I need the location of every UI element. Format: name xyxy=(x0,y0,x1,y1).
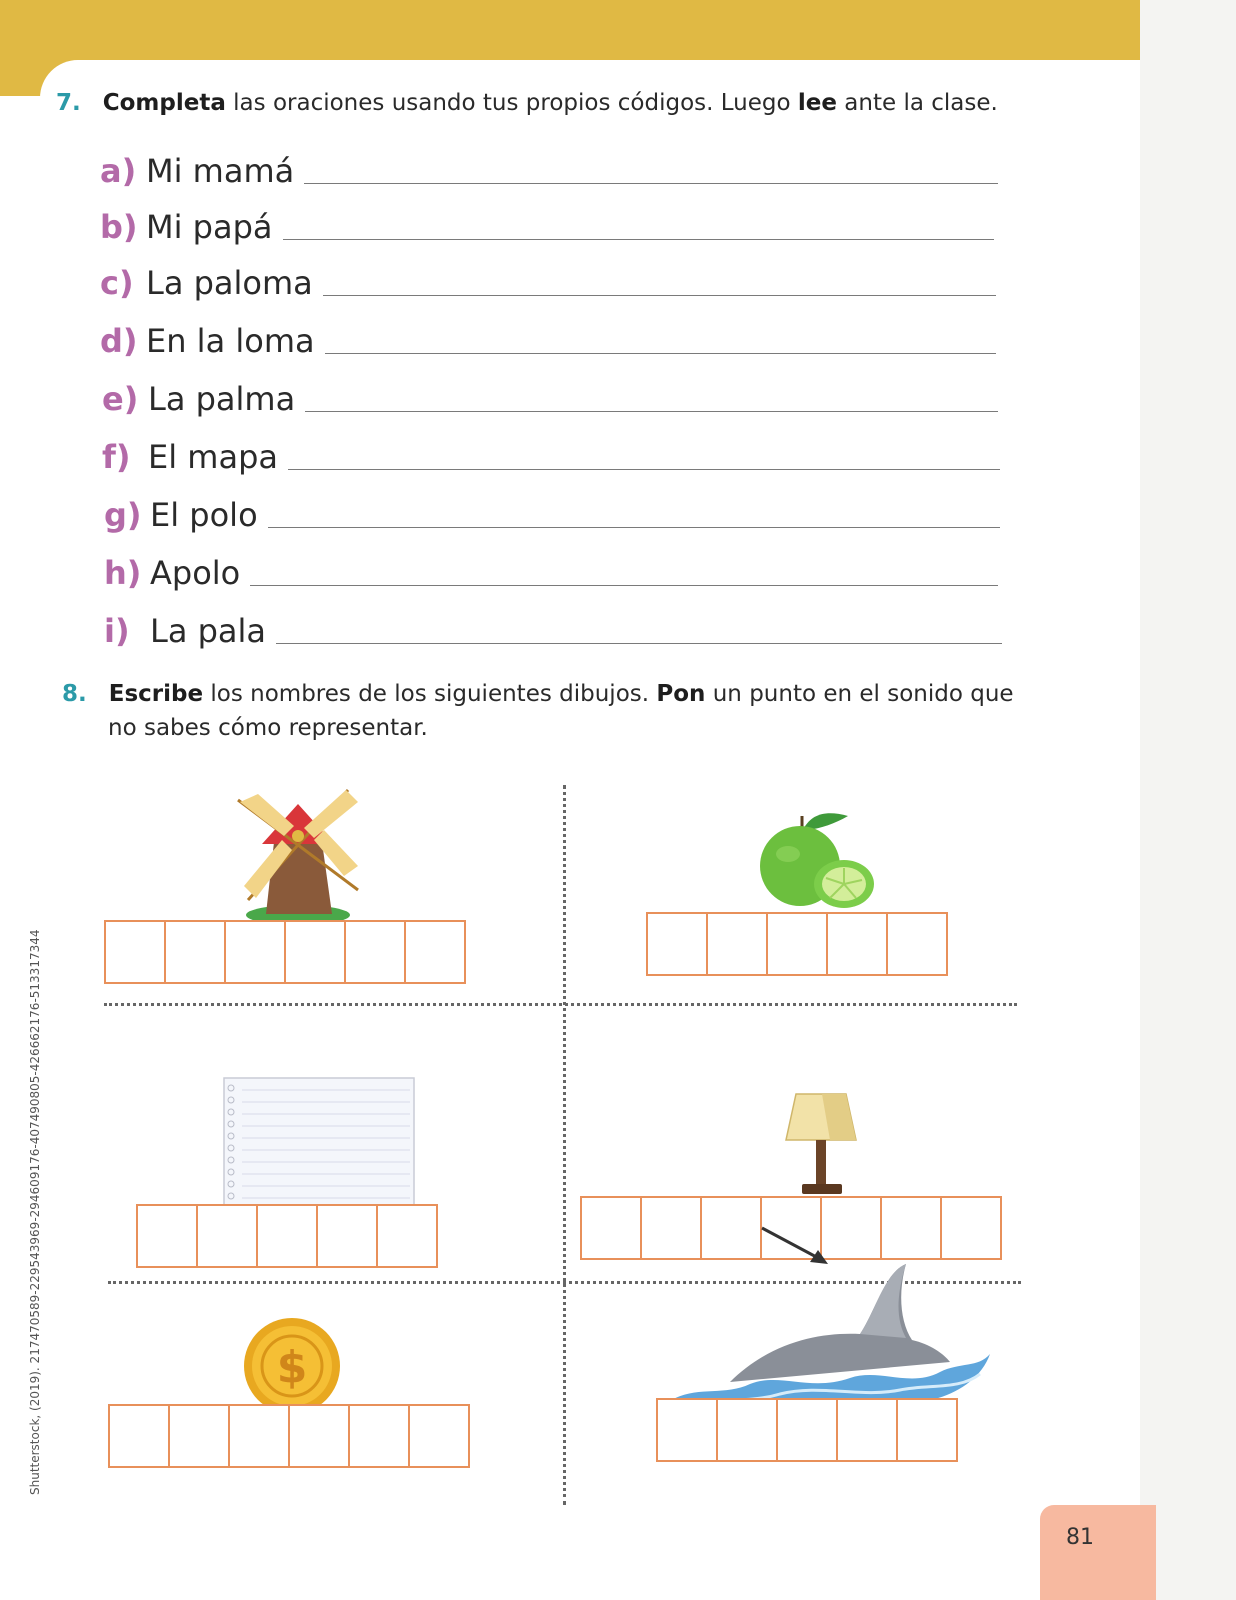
svg-text:$: $ xyxy=(276,1342,308,1393)
exercise-7-instruction xyxy=(56,86,1036,120)
instruction-bold-completa: Completa xyxy=(102,90,226,116)
answer-line[interactable] xyxy=(325,352,996,354)
instruction-text-end: ante la clase. xyxy=(836,90,998,116)
sentence-text: Apolo xyxy=(150,554,241,592)
answer-line[interactable] xyxy=(276,642,1002,644)
letter-box[interactable] xyxy=(196,1204,258,1268)
sentence-text: En la loma xyxy=(146,322,315,360)
sentence-letter: b) xyxy=(100,208,138,246)
letter-box[interactable] xyxy=(288,1404,350,1468)
image-credit: Shutterstock, (2019). 217470589-229543969-294609176-407490805-426662176-513317344 xyxy=(28,929,42,1495)
lamp-icon xyxy=(782,1092,862,1202)
letter-box[interactable] xyxy=(104,920,166,984)
letter-box[interactable] xyxy=(228,1404,290,1468)
instruction-text: los nombres de los siguientes dibujos. xyxy=(203,681,657,707)
instruction-text: las oraciones usando tus propios códigos. Luego xyxy=(225,90,798,116)
exercise-8-number: 8. xyxy=(62,681,87,707)
letter-box[interactable] xyxy=(656,1398,718,1462)
answer-line[interactable] xyxy=(268,526,1000,528)
sentence-row xyxy=(104,490,1000,534)
sentence-letter: g) xyxy=(104,496,142,534)
sentence-row xyxy=(102,432,1000,476)
instruction-bold-escribe: Escribe xyxy=(108,681,204,707)
answer-line[interactable] xyxy=(288,468,1000,470)
sentence-letter: e) xyxy=(102,380,139,418)
letter-box[interactable] xyxy=(408,1404,470,1468)
letter-box[interactable] xyxy=(826,912,888,976)
letter-box[interactable] xyxy=(256,1204,318,1268)
sentence-text: Mi papá xyxy=(146,208,273,246)
answer-boxes-windmill xyxy=(106,920,466,984)
letter-box[interactable] xyxy=(706,912,768,976)
sentence-letter: a) xyxy=(100,152,137,190)
letter-box[interactable] xyxy=(284,920,346,984)
letter-box[interactable] xyxy=(886,912,948,976)
sentence-row xyxy=(104,606,1002,650)
sentence-letter: f) xyxy=(102,438,131,476)
letter-box[interactable] xyxy=(108,1404,170,1468)
letter-box[interactable] xyxy=(344,920,406,984)
letter-box[interactable] xyxy=(168,1404,230,1468)
sentence-text: La paloma xyxy=(146,264,313,302)
instruction-line-2: no sabes cómo representar. xyxy=(108,715,428,741)
sentence-row xyxy=(104,548,998,592)
letter-box[interactable] xyxy=(766,912,828,976)
answer-boxes-paper xyxy=(138,1204,438,1268)
letter-box[interactable] xyxy=(348,1404,410,1468)
answer-boxes-lime xyxy=(648,912,948,976)
sentence-row xyxy=(100,258,996,302)
sentence-text: La palma xyxy=(148,380,296,418)
answer-boxes-coin xyxy=(110,1404,470,1468)
letter-box[interactable] xyxy=(646,912,708,976)
letter-box[interactable] xyxy=(836,1398,898,1462)
lime-icon xyxy=(752,810,882,910)
letter-box[interactable] xyxy=(404,920,466,984)
sentence-letter: i) xyxy=(104,612,130,650)
exercise-8-instruction xyxy=(62,677,1022,745)
exercise-7-number: 7. xyxy=(56,90,81,116)
sentence-letter: h) xyxy=(104,554,142,592)
coin-icon xyxy=(242,1316,342,1416)
sentence-letter: d) xyxy=(100,322,138,360)
paper-sheet-icon xyxy=(222,1076,418,1222)
answer-line[interactable] xyxy=(250,584,998,586)
page-number-tab xyxy=(1040,1505,1156,1600)
answer-boxes-dolphin xyxy=(658,1398,958,1462)
sentence-text: El polo xyxy=(150,496,258,534)
answer-line[interactable] xyxy=(304,182,998,184)
page-number: 81 xyxy=(1066,1525,1094,1550)
grid-horizontal-divider xyxy=(104,1003,1017,1006)
answer-line[interactable] xyxy=(323,294,996,296)
letter-box[interactable] xyxy=(896,1398,958,1462)
sentence-letter: c) xyxy=(100,264,134,302)
letter-box[interactable] xyxy=(776,1398,838,1462)
dolphin-fin-icon xyxy=(660,1222,1000,1422)
letter-box[interactable] xyxy=(580,1196,642,1260)
letter-box[interactable] xyxy=(316,1204,378,1268)
letter-box[interactable] xyxy=(224,920,286,984)
instruction-bold-pon: Pon xyxy=(656,681,706,707)
windmill-icon xyxy=(228,780,368,930)
instruction-bold-lee: lee xyxy=(797,90,837,116)
letter-box[interactable] xyxy=(136,1204,198,1268)
answer-line[interactable] xyxy=(283,238,994,240)
sentence-row xyxy=(100,146,998,190)
sentence-row xyxy=(100,316,996,360)
sentence-text: El mapa xyxy=(148,438,278,476)
sentence-row xyxy=(100,202,994,246)
sentence-text: Mi mamá xyxy=(146,152,295,190)
sentence-text: La pala xyxy=(150,612,267,650)
letter-box[interactable] xyxy=(716,1398,778,1462)
letter-box[interactable] xyxy=(164,920,226,984)
answer-line[interactable] xyxy=(305,410,998,412)
letter-box[interactable] xyxy=(376,1204,438,1268)
sentence-row xyxy=(102,374,998,418)
instruction-text-end: un punto en el sonido que xyxy=(705,681,1014,707)
grid-vertical-divider xyxy=(563,785,566,1505)
